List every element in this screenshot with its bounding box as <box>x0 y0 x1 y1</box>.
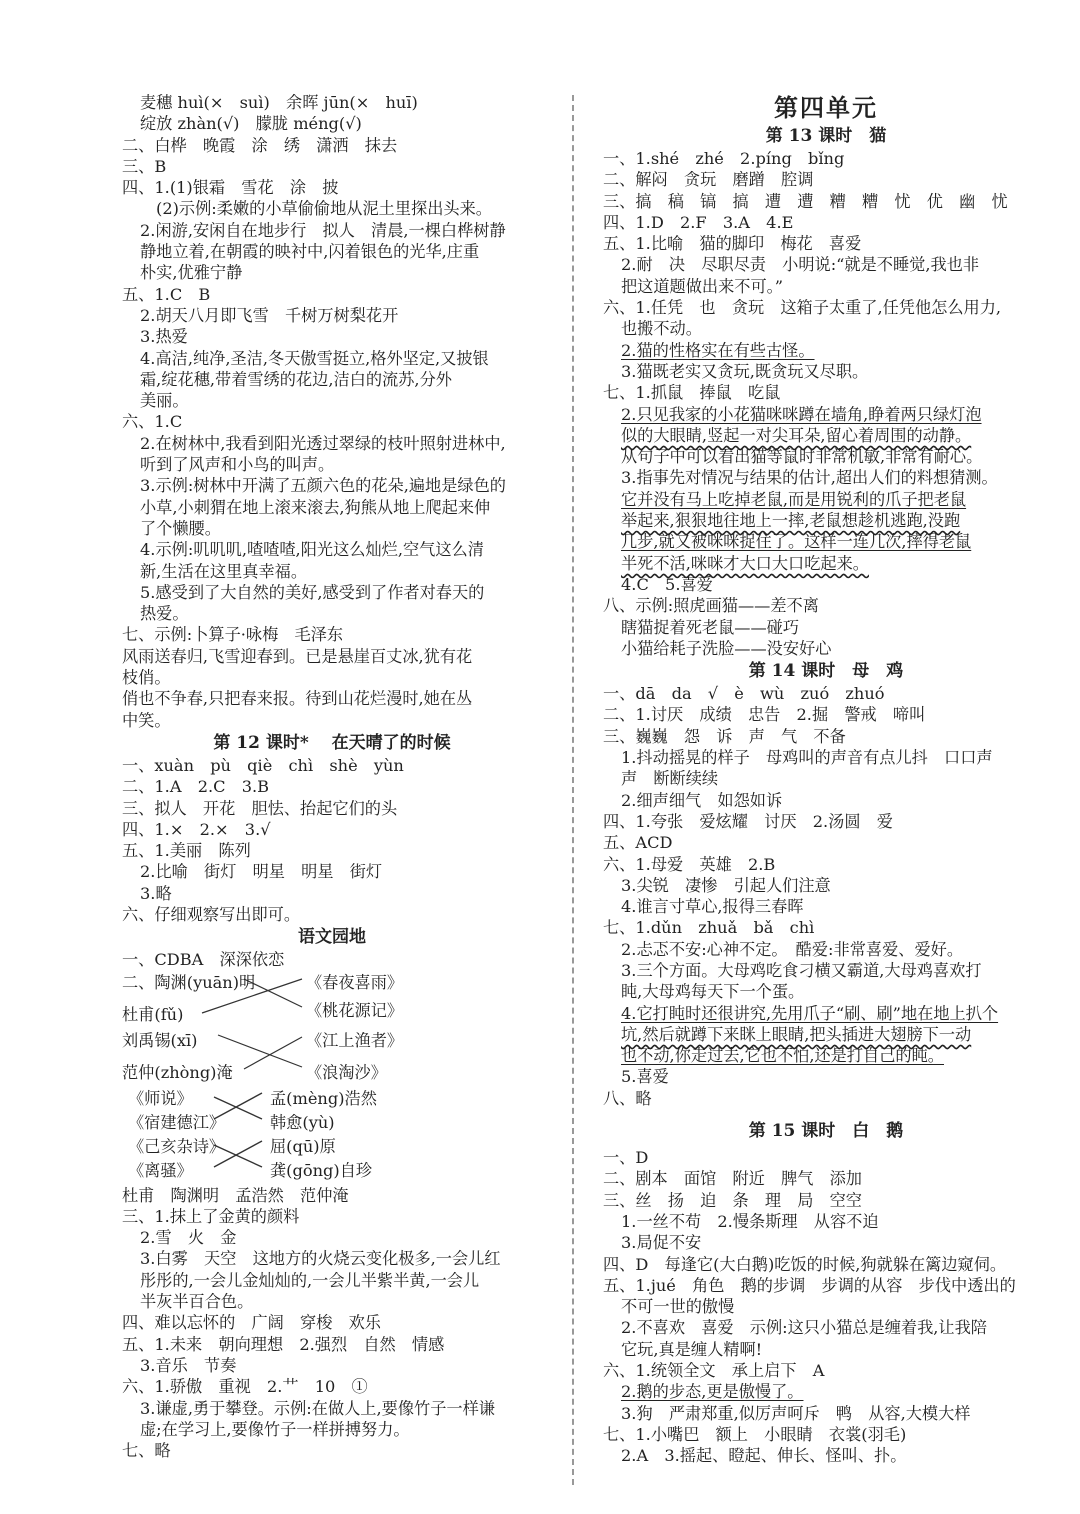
left-line <box>122 561 542 582</box>
lesson13-line <box>603 553 1049 574</box>
lesson14-line-text: 也不动,你走过去,它也不怕,还是打自己的盹。 <box>621 1046 944 1066</box>
lesson12-line-text: 2.比喻 街灯 明星 明星 街灯 <box>140 862 383 882</box>
lesson14-line <box>603 1045 1049 1066</box>
lesson15-line <box>603 1381 1049 1402</box>
left-line <box>122 539 542 560</box>
left-line <box>122 710 542 731</box>
lesson14-line <box>603 704 1049 725</box>
match1-right-4: 《浪淘沙》 <box>306 1062 387 1082</box>
lesson13-line <box>603 595 1049 616</box>
lesson14-line <box>603 811 1049 832</box>
lesson13-line-text: 七、1.抓鼠 捧鼠 吃鼠 <box>603 383 781 403</box>
lesson14-line-text: 三、巍巍 怨 诉 声 气 不备 <box>603 726 846 746</box>
matching-exercise-1 <box>122 971 542 1081</box>
left-line <box>122 262 542 283</box>
left-line <box>122 369 542 390</box>
left-line-text: 热爱。 <box>140 604 189 624</box>
match2-right-4: 龚(gōng)自珍 <box>270 1160 373 1180</box>
left-line-text: 五、1.C B <box>122 284 211 304</box>
lesson14-line-text: 盹,大母鸡每天下一个蛋。 <box>621 982 805 1002</box>
left-line <box>122 667 542 688</box>
left-line <box>122 390 542 411</box>
match2-right-1: 孟(mèng)浩然 <box>270 1088 377 1108</box>
lesson15-line <box>603 1424 1049 1445</box>
left-line <box>122 582 542 603</box>
lesson14-line <box>603 939 1049 960</box>
match1-left-1: 二、陶渊(yuān)明 <box>122 972 256 992</box>
lesson13-line <box>603 148 1049 169</box>
lesson14-line <box>603 1003 1049 1024</box>
lesson12-line <box>122 861 542 882</box>
match1-left-3: 刘禹锡(xī) <box>122 1030 198 1050</box>
match1-right-3: 《江上渔者》 <box>306 1030 404 1050</box>
left-line <box>122 688 542 709</box>
lesson13-line-text: 几步,就又被咪咪捉住了。这样一连几次,摔得老鼠 <box>621 532 972 552</box>
lesson12-line <box>122 819 542 840</box>
match1-left-2: 杜甫(fǔ) <box>122 1004 184 1024</box>
lesson12-line-text: 一、xuàn pù qiè chì shè yùn <box>122 755 404 775</box>
lesson12-line <box>122 883 542 904</box>
lesson15-line <box>603 1403 1049 1424</box>
lesson15-line <box>603 1168 1049 1189</box>
lesson12-line-text: 五、1.美丽 陈列 <box>122 841 251 861</box>
lesson14-line <box>603 1066 1049 1087</box>
lesson13-line <box>603 617 1049 638</box>
lesson12-title: 第 12 课时* 在天晴了的时候 <box>213 732 451 753</box>
lesson13-line-text: 举起来,狠狠地往地上一摔,老鼠想趁机逃跑,没跑 <box>621 511 961 531</box>
lesson15-line-text: 七、1.小嘴巴 额上 小眼睛 衣裳(羽毛) <box>603 1424 907 1444</box>
lesson13-line-text: 三、搞 稿 镐 搞 遭 遭 糟 糟 忧 优 幽 忧 <box>603 191 1008 211</box>
lesson14-line <box>603 960 1049 981</box>
lesson13-line <box>603 638 1049 659</box>
lesson12-line-text: 三、拟人 开花 胆怯、抬起它们的头 <box>122 798 398 818</box>
lesson15-line <box>603 1275 1049 1296</box>
lesson13-line <box>603 510 1049 531</box>
lesson15-line-text: 五、1.jué 角色 鹅的步调 步调的从容 步伐中透出的 <box>603 1275 1016 1295</box>
lesson14-line <box>603 896 1049 917</box>
left-line-text: 美丽。 <box>140 391 189 411</box>
lesson13-line-text: 半死不活,咪咪才大口大口吃起来。 <box>621 553 869 573</box>
lesson15-line <box>603 1147 1049 1168</box>
garden_b-line <box>122 1270 542 1291</box>
left-line-text: 七、示例:卜算子·咏梅 毛泽东 <box>122 625 344 645</box>
lesson15-line <box>603 1339 1049 1360</box>
lesson15-line-text: 3.狗 严肃郑重,似厉声呵斥 鸭 从容,大模大样 <box>621 1403 971 1423</box>
lesson13-line <box>603 446 1049 467</box>
lesson15-line <box>603 1190 1049 1211</box>
lesson13-line-text: 也搬不动。 <box>621 319 702 339</box>
lesson13-title: 第 13 课时 猫 <box>765 126 887 146</box>
lesson13-line-text: 一、1.shé zhé 2.píng bǐng <box>603 149 845 168</box>
lesson12-line <box>122 755 542 776</box>
lesson13-line <box>603 191 1049 212</box>
right-column <box>603 92 1049 1467</box>
garden_b-line <box>122 1291 542 1312</box>
lesson14-line <box>603 832 1049 853</box>
left-line <box>122 646 542 667</box>
left-line-text: 4.高洁,纯净,圣洁,冬天傲雪挺立,格外坚定,又披银 <box>140 348 489 368</box>
column-divider <box>572 95 574 1485</box>
left-line-text: 听到了风声和小鸟的叫声。 <box>140 455 335 475</box>
lesson13-line <box>603 361 1049 382</box>
lesson13-line <box>603 254 1049 275</box>
left-line-text: 霜,绽花穗,带着雪绣的花边,洁白的流苏,分外 <box>140 369 452 389</box>
garden_b-line <box>122 1206 542 1227</box>
lesson13-line <box>603 233 1049 254</box>
garden_b-line-text: 半灰半百合色。 <box>140 1292 254 1312</box>
unit-title: 第四单元 <box>774 93 878 122</box>
garden_b-line <box>122 1419 542 1440</box>
left-line <box>122 220 542 241</box>
garden_b-line <box>122 1248 542 1269</box>
left-line <box>122 326 542 347</box>
lesson13-line <box>603 425 1049 446</box>
lesson15-line <box>603 1254 1049 1275</box>
lesson13-line <box>603 467 1049 488</box>
left-line <box>122 156 542 177</box>
left-line <box>122 348 542 369</box>
garden_b-line-text: 杜甫 陶渊明 孟浩然 范仲淹 <box>122 1185 349 1205</box>
lesson14-line <box>603 854 1049 875</box>
left-line-text: 绽放 zhàn(√) 朦胧 méng(√) <box>140 114 362 134</box>
left-line <box>122 284 542 305</box>
lesson14-line-text: 声 断断续续 <box>621 769 719 789</box>
lesson14-line-text: 5.喜爱 <box>621 1067 669 1087</box>
garden_b-line-text: 五、1.未来 朝向理想 2.强烈 自然 情感 <box>122 1334 445 1354</box>
lesson14-line-text: 一、dā da √ è wù zuó zhuó <box>603 684 885 704</box>
lesson13-line <box>603 574 1049 595</box>
lesson14-line <box>603 790 1049 811</box>
left-line-text: 小草,小刺猬在地上滚来滚去,狗熊从地上爬起来伸 <box>140 497 491 517</box>
garden_b-line <box>122 1376 542 1397</box>
left-line <box>122 92 542 113</box>
lesson15-line-text: 二、剧本 面馆 附近 脾气 添加 <box>603 1169 862 1189</box>
lesson13-line-text: 从句子中可以看出猫等鼠时非常机敏,非常有耐心。 <box>621 447 983 467</box>
lesson13-line-text: 把这道题做出来不可。” <box>621 276 784 296</box>
left-line-text: 2.闲游,安闲自在地步行 拟人 清晨,一棵白桦树静 <box>140 220 506 240</box>
left-line <box>122 454 542 475</box>
match2-left-4: 《离骚》 <box>128 1160 193 1180</box>
garden_b-line-text: 3.谦虚,勇于攀登。示例:在做人上,要像竹子一样谦 <box>140 1398 495 1418</box>
match1-right-2: 《桃花源记》 <box>306 1000 404 1020</box>
garden_b-line <box>122 1185 542 1206</box>
lesson14-line <box>603 768 1049 789</box>
lesson15-line-text: 六、1.统领全文 承上启下 A <box>603 1361 825 1381</box>
lesson15-line-text: 不可一世的傲慢 <box>621 1297 735 1317</box>
garden_b-line <box>122 1440 542 1461</box>
garden_b-line-text: 六、1.骄傲 重视 2.艹 10 ① <box>122 1377 368 1397</box>
lesson13-line <box>603 212 1049 233</box>
lesson15-line <box>603 1211 1049 1232</box>
lesson14-line <box>603 875 1049 896</box>
lesson15-line-text: 三、丝 扬 迫 条 理 局 空空 <box>603 1190 862 1210</box>
lesson12-line <box>122 840 542 861</box>
left-line-text: 麦穗 huì(× suì) 余晖 jūn(× huī) <box>140 93 418 112</box>
garden_a-line <box>122 949 542 970</box>
lesson13-line-text: 3.指事先对情况与结果的估计,超出人们的料想猜测。 <box>621 468 998 488</box>
lesson14-line-text: 2.忐忑不安:心神不定。 酷爱:非常喜爱、爱好。 <box>621 939 964 959</box>
left-line-text: 了个懒腰。 <box>140 518 221 538</box>
lesson12-line-text: 四、1.× 2.× 3.√ <box>122 819 271 839</box>
lesson14-line-text: 4.谁言寸草心,报得三春晖 <box>621 897 804 917</box>
lesson13-line <box>603 297 1049 318</box>
left-line <box>122 113 542 134</box>
left-line <box>122 411 542 432</box>
lesson14-title: 第 14 课时 母 鸡 <box>748 661 904 682</box>
lesson15-line-text: 1.一丝不苟 2.慢条斯理 从容不迫 <box>621 1211 879 1231</box>
garden_b-line-text: 3.音乐 节奏 <box>140 1355 237 1375</box>
lesson13-line-text: 3.猫既老实又贪玩,既贪玩又尽职。 <box>621 361 869 381</box>
garden_b-line-text: 3.白雾 天空 这地方的火烧云变化极多,一会儿红 <box>140 1249 501 1269</box>
lesson14-line-text: 坑,然后就蹲下来眯上眼睛,把头插进大翅膀下一动 <box>621 1024 972 1044</box>
lesson15-title: 第 15 课时 白 鹅 <box>748 1121 904 1142</box>
lesson15-line-text: 2.不喜欢 喜爱 示例:这只小猫总是缠着我,让我陪 <box>621 1318 987 1338</box>
garden-title: 语文园地 <box>298 927 366 948</box>
lesson15-line <box>603 1360 1049 1381</box>
lesson13-line <box>603 276 1049 297</box>
left-column <box>122 92 542 1461</box>
match2-left-2: 《宿建德江》 <box>128 1112 226 1132</box>
lesson13-line-text: 2.耐 决 尽职尽责 小明说:“就是不睡觉,我也非 <box>621 255 980 275</box>
lesson13-line <box>603 382 1049 403</box>
left-line <box>122 603 542 624</box>
lesson14-line <box>603 1088 1049 1109</box>
lesson15-line-text: 一、D <box>603 1148 649 1168</box>
garden_b-line-text: 彤彤的,一会儿金灿灿的,一会儿半紫半黄,一会儿 <box>140 1270 480 1290</box>
left-line-text: 二、白桦 晚霞 涂 绣 潇洒 抹去 <box>122 135 398 155</box>
left-line <box>122 241 542 262</box>
lesson14-line <box>603 981 1049 1002</box>
lesson12-line <box>122 798 542 819</box>
lesson15-line-text: 四、D 每逢它(大白鹅)吃饭的时候,狗就躲在篱边窥伺。 <box>603 1254 1007 1274</box>
left-line-text: 枝俏。 <box>122 668 171 688</box>
left-line <box>122 433 542 454</box>
match1-right-1: 《春夜喜雨》 <box>306 972 404 992</box>
left-line <box>122 305 542 326</box>
lesson14-line-text: 2.细声细气 如怨如诉 <box>621 790 783 810</box>
lesson14-line-text: 六、1.母爱 英雄 2.B <box>603 854 776 874</box>
left-line-text: 六、1.C <box>122 412 183 432</box>
left-line-text: 3.示例:树林中开满了五颜六色的花朵,遍地是绿色的 <box>140 476 506 496</box>
lesson12-line <box>122 776 542 797</box>
left-line-text: 中笑。 <box>122 710 171 730</box>
lesson13-line-text: 六、1.任凭 也 贪玩 这箱子太重了,任凭他怎么用力, <box>603 298 1002 318</box>
left-line-text: 风雨送春归,飞雪迎春到。已是悬崖百丈冰,犹有花 <box>122 646 473 666</box>
lesson14-line-text: 四、1.夸张 爱炫耀 讨厌 2.汤圆 爱 <box>603 811 893 831</box>
left-line-text: 朴实,优雅宁静 <box>140 263 243 283</box>
lesson13-line-text: 二、解闷 贪玩 磨蹭 腔调 <box>603 170 814 190</box>
lesson12-line-text: 3.略 <box>140 883 172 903</box>
garden_b-line-text: 三、1.抹上了金黄的颜料 <box>122 1206 300 1226</box>
left-line-text: 新,生活在这里真幸福。 <box>140 561 308 581</box>
lesson14-line-text: 3.尖锐 凄惨 引起人们注意 <box>621 875 831 895</box>
left-line <box>122 497 542 518</box>
lesson15-line-text: 它玩,真是缠人精啊! <box>621 1339 763 1359</box>
lesson14-line <box>603 726 1049 747</box>
lesson15-line <box>603 1445 1049 1466</box>
garden_b-line-text: 四、难以忘怀的 广阔 穿梭 欢乐 <box>122 1313 381 1333</box>
lesson13-line <box>603 404 1049 425</box>
lesson14-line-text: 4.它打盹时还很讲究,先用爪子“刷、刷”地在地上扒个 <box>621 1003 999 1023</box>
lesson12-line-text: 六、仔细观察写出即可。 <box>122 904 301 924</box>
match1-left-4: 范仲(zhòng)淹 <box>122 1062 233 1082</box>
left-line-text: 2.在树林中,我看到阳光透过翠绿的枝叶照射进林中, <box>140 433 506 453</box>
left-line-text: 5.感受到了大自然的美好,感受到了作者对春天的 <box>140 582 485 602</box>
lesson15-line-text: 2.鹅的步态,更是傲慢了。 <box>621 1382 804 1402</box>
garden_b-line <box>122 1227 542 1248</box>
left-line-text: 静地立着,在朝霞的映衬中,闪着银色的光华,庄重 <box>140 242 480 262</box>
lesson13-line-text: 小猫给耗子洗脸——没安好心 <box>621 638 832 658</box>
garden_a-line-text: 一、CDBA 深深依恋 <box>122 950 285 970</box>
garden_b-line <box>122 1355 542 1376</box>
garden_b-line-text: 2.雪 火 金 <box>140 1228 237 1248</box>
lesson15-line <box>603 1317 1049 1338</box>
lesson13-line <box>603 169 1049 190</box>
left-line-text: 2.胡天八月即飞雪 千树万树梨花开 <box>140 305 399 325</box>
garden_b-line <box>122 1334 542 1355</box>
lesson15-line <box>603 1296 1049 1317</box>
garden_b-line <box>122 1398 542 1419</box>
lesson14-line <box>603 747 1049 768</box>
lesson15-line <box>603 1232 1049 1253</box>
lesson13-line-text: 八、示例:照虎画猫——差不离 <box>603 596 819 616</box>
lesson15-line-text: 2.A 3.摇起、瞪起、伸长、怪叫、扑。 <box>621 1446 907 1466</box>
match2-left-3: 《己亥杂诗》 <box>128 1136 226 1156</box>
lesson14-line-text: 五、ACD <box>603 833 673 853</box>
lesson13-line-text: 2.猫的性格实在有些古怪。 <box>621 340 815 360</box>
lesson14-line-text: 八、略 <box>603 1088 652 1108</box>
match2-right-2: 韩愈(yù) <box>270 1112 335 1132</box>
lesson13-line-text: 2.只见我家的小花猫咪咪蹲在墙角,睁着两只绿灯泡 <box>621 404 982 424</box>
lesson13-line-text: 它并没有马上吃掉老鼠,而是用锐利的爪子把老鼠 <box>621 489 967 509</box>
left-line-text: 俏也不争春,只把春来报。待到山花烂漫时,她在丛 <box>122 689 473 709</box>
left-line <box>122 198 542 219</box>
garden_b-line-text: 七、略 <box>122 1441 171 1461</box>
lesson14-line <box>603 683 1049 704</box>
garden_b-line-text: 虚;在学习上,要像竹子一样拼搏努力。 <box>140 1419 410 1439</box>
match2-right-3: 屈(qū)原 <box>270 1136 336 1156</box>
left-line-text: 3.热爱 <box>140 327 188 347</box>
match2-left-1: 《师说》 <box>128 1088 193 1108</box>
lesson12-line <box>122 904 542 925</box>
left-line-text: (2)示例:柔嫩的小草偷偷地从泥土里探出头来。 <box>156 199 492 219</box>
lesson14-line-text: 七、1.dǔn zhuǎ bǎ chì <box>603 918 815 938</box>
left-line-text: 四、1.(1)银霜 雪花 涂 披 <box>122 178 339 198</box>
lesson13-line-text: 四、1.D 2.F 3.A 4.E <box>603 212 794 232</box>
left-line <box>122 475 542 496</box>
lesson13-line <box>603 340 1049 361</box>
lesson14-line <box>603 1024 1049 1045</box>
lesson13-line-text: 五、1.比喻 猫的脚印 梅花 喜爱 <box>603 234 862 254</box>
lesson14-line-text: 3.三个方面。大母鸡吃食刁横又霸道,大母鸡喜欢打 <box>621 960 982 980</box>
lesson13-line <box>603 318 1049 339</box>
lesson13-line-text: 瞎猫捉着死老鼠——碰巧 <box>621 617 800 637</box>
matching-exercise-2 <box>122 1081 542 1185</box>
lesson13-line <box>603 531 1049 552</box>
left-line <box>122 624 542 645</box>
lesson13-line-text: 似的大眼睛,竖起一对尖耳朵,留心着周围的动静。 <box>621 425 972 445</box>
lesson13-line <box>603 489 1049 510</box>
lesson15-line-text: 3.局促不安 <box>621 1233 702 1253</box>
left-line <box>122 177 542 198</box>
left-line <box>122 135 542 156</box>
lesson14-line-text: 二、1.讨厌 成绩 忠告 2.掘 警戒 啼叫 <box>603 705 926 725</box>
lesson13-line-text: 4.C 5.喜爱 <box>621 574 713 594</box>
left-line-text: 三、B <box>122 156 167 176</box>
lesson12-line-text: 二、1.A 2.C 3.B <box>122 777 270 797</box>
garden_b-line <box>122 1312 542 1333</box>
lesson14-line <box>603 917 1049 938</box>
lesson14-line-text: 1.抖动摇晃的样子 母鸡叫的声音有点儿抖 口口声 <box>621 748 993 768</box>
left-line-text: 4.示例:叽叽叽,喳喳喳,阳光这么灿烂,空气这么清 <box>140 540 484 560</box>
left-line <box>122 518 542 539</box>
